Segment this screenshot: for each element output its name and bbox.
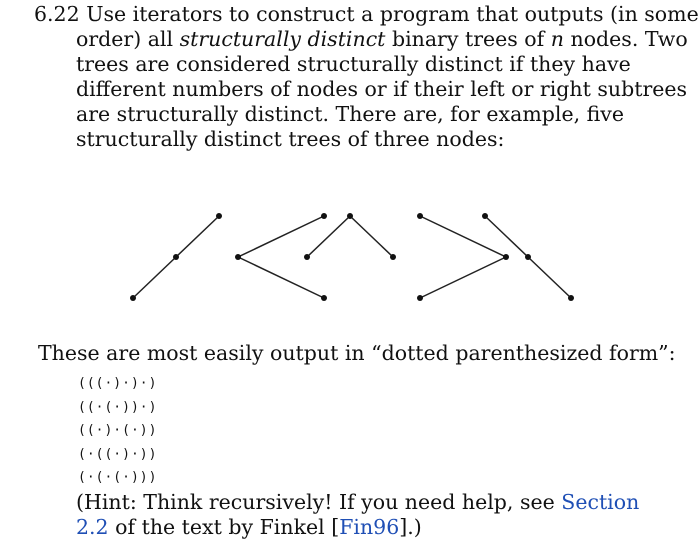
tree-balanced [304, 213, 396, 260]
tree-node [568, 295, 574, 301]
citation-link[interactable]: Fin96 [339, 515, 400, 539]
tree-node [173, 254, 179, 260]
tree-node [321, 295, 327, 301]
tree-edge [307, 216, 350, 257]
tree-node [525, 254, 531, 260]
emphasis-structurally-distinct: structurally distinct [179, 27, 386, 51]
tree-node [216, 213, 222, 219]
section-link[interactable]: Section 2.2 [76, 490, 640, 539]
dotted-forms-list [78, 372, 157, 490]
tree-edge [238, 257, 324, 298]
tree-node [417, 213, 423, 219]
tree-edge [238, 216, 324, 257]
exercise-body-3: nodes. Two trees are considered structurally distinct if they have different numbers of nodes or if their left or right subtrees are structurally distinct. There are, for example, five structurally distinct trees of three nodes: [76, 27, 688, 151]
tree-right-right [482, 213, 574, 301]
tree-node [130, 295, 136, 301]
tree-node [503, 254, 509, 260]
exercise-number: 6.22 [34, 2, 80, 26]
dotted-form-4: (·((·)·)) [78, 446, 158, 462]
tree-node [235, 254, 241, 260]
hint-middle: of the text by Finkel [ [115, 515, 340, 539]
tree-node [347, 213, 353, 219]
exercise-text [34, 2, 700, 152]
tree-edge [133, 257, 176, 298]
tree-left-left [130, 213, 222, 301]
dotted-form-5: (·(·(·))) [78, 470, 158, 485]
variable-n: n [550, 27, 564, 51]
tree-edge [350, 216, 393, 257]
intro-text: These are most easily output in “dotted parenthesized form”: [38, 341, 676, 365]
exercise-body-1: Use iterators to construct a program that outputs (in some order) all [76, 2, 699, 51]
tree-node [321, 213, 327, 219]
hint-prefix: (Hint: Think recursively! If you need help, see [76, 490, 555, 514]
dotted-form-3: ((·)·(·)) [78, 423, 158, 438]
tree-edge [528, 257, 571, 298]
tree-edge [420, 257, 506, 298]
tree-edge [420, 216, 506, 257]
dotted-form-1: (((·)·)·) [78, 376, 158, 391]
tree-node [417, 295, 423, 301]
tree-left-right [235, 213, 327, 301]
tree-node [304, 254, 310, 260]
tree-edge [176, 216, 219, 257]
tree-diagrams [0, 200, 700, 310]
hint-text [76, 490, 676, 540]
exercise-body-2: binary trees of [391, 27, 545, 51]
dotted-form-2: ((·(·))·) [78, 399, 158, 415]
tree-node [390, 254, 396, 260]
hint-suffix: ].) [399, 515, 422, 539]
tree-node [482, 213, 488, 219]
